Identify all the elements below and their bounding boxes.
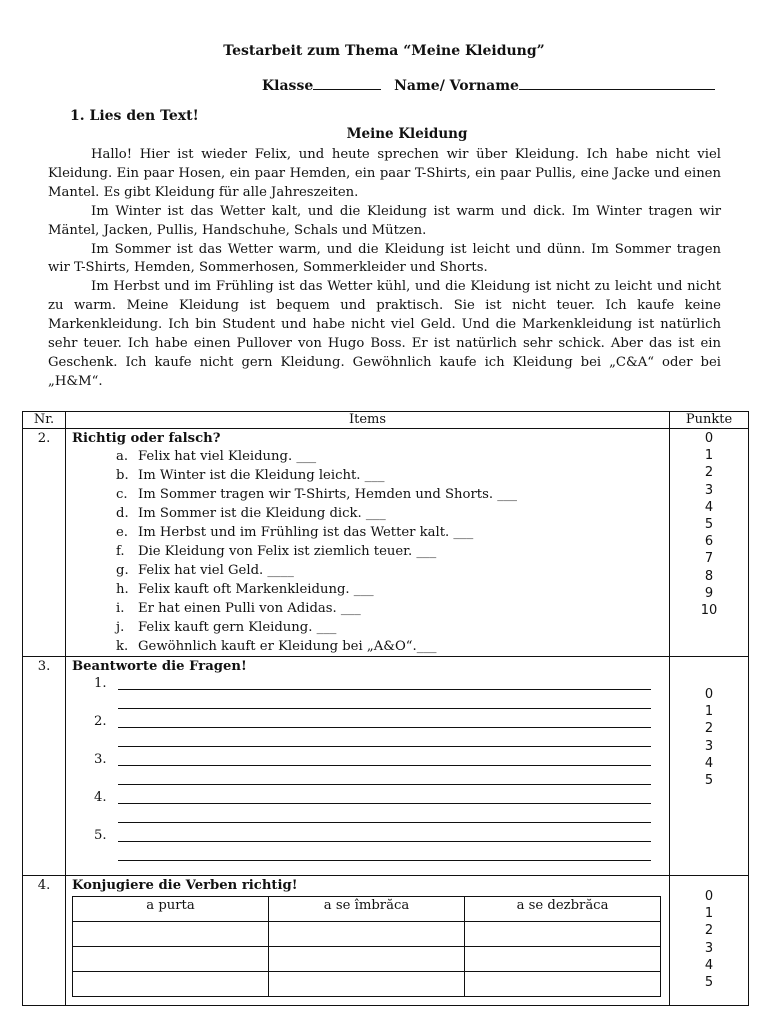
points-value: 3 [704,482,714,498]
list-item[interactable] [72,523,669,542]
student-info-line [262,76,715,94]
points-value: 5 [704,974,714,990]
answer-line[interactable] [118,727,651,728]
task-2-items [66,429,670,657]
reading-text-title: Meine Kleidung [346,126,468,142]
name-label: Name/ Vorname [394,78,519,94]
verb-cell[interactable] [73,947,269,972]
item-letter: c. [116,487,128,502]
item-letter: b. [116,468,129,483]
points-value: 1 [704,448,714,464]
verb-cell[interactable] [465,972,661,997]
points-value: 8 [704,568,714,584]
points-value: 6 [704,534,714,550]
answer-number: 1. [94,676,107,691]
task-2-title: Richtig oder falsch? [72,431,221,446]
answer-number: 4. [94,790,107,805]
item-text: Im Sommer tragen wir T-Shirts, Hemden und Shorts. ___ [138,487,518,502]
item-letter: k. [116,639,129,654]
paragraph: Im Herbst und im Frühling ist das Wetter kühl, und die Kleidung ist nicht zu leicht und nicht zu warm. Meine Kleidung ist bequem und praktisch. Sie ist nicht teuer. Ich kaufe keine Markenkleidung. Ich bin Student und habe nicht viel Geld. Und die Markenkleidung ist natürlich sehr teuer. Ich habe einen Pullover von Hugo Boss. Er ist natürlich sehr schick. Aber das ist ein Geschenk. Ich kaufe nicht gern Kleidung. Gewöhnlich kaufe ich Kleidung bei „C&A“ oder bei „H&M“. [48,279,721,389]
class-blank[interactable] [313,76,381,90]
verb-cell[interactable] [73,922,269,947]
list-item[interactable] [72,561,669,580]
item-text: Felix hat viel Geld. ____ [138,563,294,578]
verb-cell[interactable] [465,922,661,947]
verb-header: a se dezbrăca [465,897,661,922]
points-value: 2 [704,923,714,939]
points-value: 3 [704,940,714,956]
item-text: Im Winter ist die Kleidung leicht. ___ [138,468,385,483]
task-4-items [66,876,670,1006]
list-item[interactable] [72,618,669,637]
list-item[interactable] [72,447,669,466]
points-value: 4 [704,755,714,771]
item-letter: i. [116,601,125,616]
answer-line[interactable] [118,822,651,823]
item-letter: d. [116,506,129,521]
points-value: 10 [700,602,718,618]
list-item[interactable] [72,580,669,599]
points-value: 0 [704,889,714,904]
points-value: 0 [704,431,714,446]
task-3-items [66,657,670,876]
verb-cell[interactable] [465,947,661,972]
verb-header: a se îmbrăca [269,897,465,922]
answer-number: 2. [94,714,107,729]
answer-line[interactable] [118,860,651,861]
task-2-points [670,429,749,657]
item-letter: g. [116,563,129,578]
task-3-number: 3. [23,657,66,876]
paragraph: Im Winter ist das Wetter kalt, und die Kleidung ist warm und dick. Im Winter tragen wir Mäntel, Jacken, Pullis, Handschuhe, Schals und Mützen. [48,203,721,238]
test-title: Testarbeit zum Thema “Meine Kleidung” [223,43,545,59]
verb-cell[interactable] [269,972,465,997]
verb-table [72,896,661,997]
reading-text [48,146,721,392]
tasks-table [22,411,749,1006]
header-points: Punkte [670,412,749,429]
item-letter: f. [116,544,125,559]
header-items: Items [66,412,670,429]
answer-line[interactable] [118,803,651,804]
points-value: 1 [704,906,714,922]
class-label: Klasse [262,78,314,94]
list-item[interactable] [72,637,669,656]
item-text: Er hat einen Pulli von Adidas. ___ [138,601,361,616]
points-value: 4 [704,499,714,515]
verb-cell[interactable] [73,972,269,997]
item-text: Felix kauft oft Markenkleidung. ___ [138,582,374,597]
list-item[interactable] [72,504,669,523]
verb-header: a purta [73,897,269,922]
answer-line[interactable] [118,689,651,690]
points-value: 4 [704,957,714,973]
item-text: Felix kauft gern Kleidung. ___ [138,620,337,635]
item-text: Felix hat viel Kleidung. ___ [138,449,317,464]
task-3-title: Beantworte die Fragen! [72,659,247,674]
item-text: Die Kleidung von Felix ist ziemlich teuer. ___ [138,544,437,559]
list-item[interactable] [72,466,669,485]
name-blank[interactable] [519,76,715,90]
item-letter: h. [116,582,129,597]
answer-line[interactable] [118,765,651,766]
points-value: 0 [704,687,714,702]
answer-line[interactable] [118,708,651,709]
header-nr: Nr. [23,412,66,429]
task-4-title: Konjugiere die Verben richtig! [72,878,298,893]
statement-list [72,447,669,656]
answer-line[interactable] [118,746,651,747]
item-letter: a. [116,449,129,464]
verb-cell[interactable] [269,922,465,947]
item-letter: j. [116,620,125,635]
answer-number: 5. [94,828,107,843]
points-value: 2 [704,465,714,481]
list-item[interactable] [72,542,669,561]
answer-line[interactable] [118,784,651,785]
task-4-points [670,876,749,1006]
task-3-points [670,657,749,876]
item-text: Im Sommer ist die Kleidung dick. ___ [138,506,386,521]
points-value: 5 [704,516,714,532]
paragraph: Im Sommer ist das Wetter warm, und die Kleidung ist leicht und dünn. Im Sommer tragen wir T-Shirts, Hemden, Sommerhosen, Sommerkleider und Shorts. [48,241,721,276]
item-letter: e. [116,525,128,540]
answer-line[interactable] [118,841,651,842]
answer-number: 3. [94,752,107,767]
task-4-number: 4. [23,876,66,1006]
section-1-heading: 1. Lies den Text! [70,108,199,124]
points-value: 9 [704,585,714,601]
points-value: 5 [704,772,714,788]
points-value: 3 [704,738,714,754]
points-value: 7 [704,551,714,567]
paragraph: Hallo! Hier ist wieder Felix, und heute sprechen wir über Kleidung. Ich habe nicht viel Kleidung. Ein paar Hosen, ein paar Hemden, ein paar T-Shirts, ein paar Pullis, eine Jacke und einen Mantel. Es gibt Kleidung für alle Jahreszeiten. [48,147,721,200]
item-text: Im Herbst und im Frühling ist das Wetter kalt. ___ [138,525,474,540]
list-item[interactable] [72,485,669,504]
points-value: 1 [704,704,714,720]
task-2-number: 2. [23,429,66,657]
list-item[interactable] [72,599,669,618]
answer-lines [72,675,669,875]
points-value: 2 [704,721,714,737]
item-text: Gewöhnlich kauft er Kleidung bei „A&O“.___ [138,639,437,654]
verb-cell[interactable] [269,947,465,972]
